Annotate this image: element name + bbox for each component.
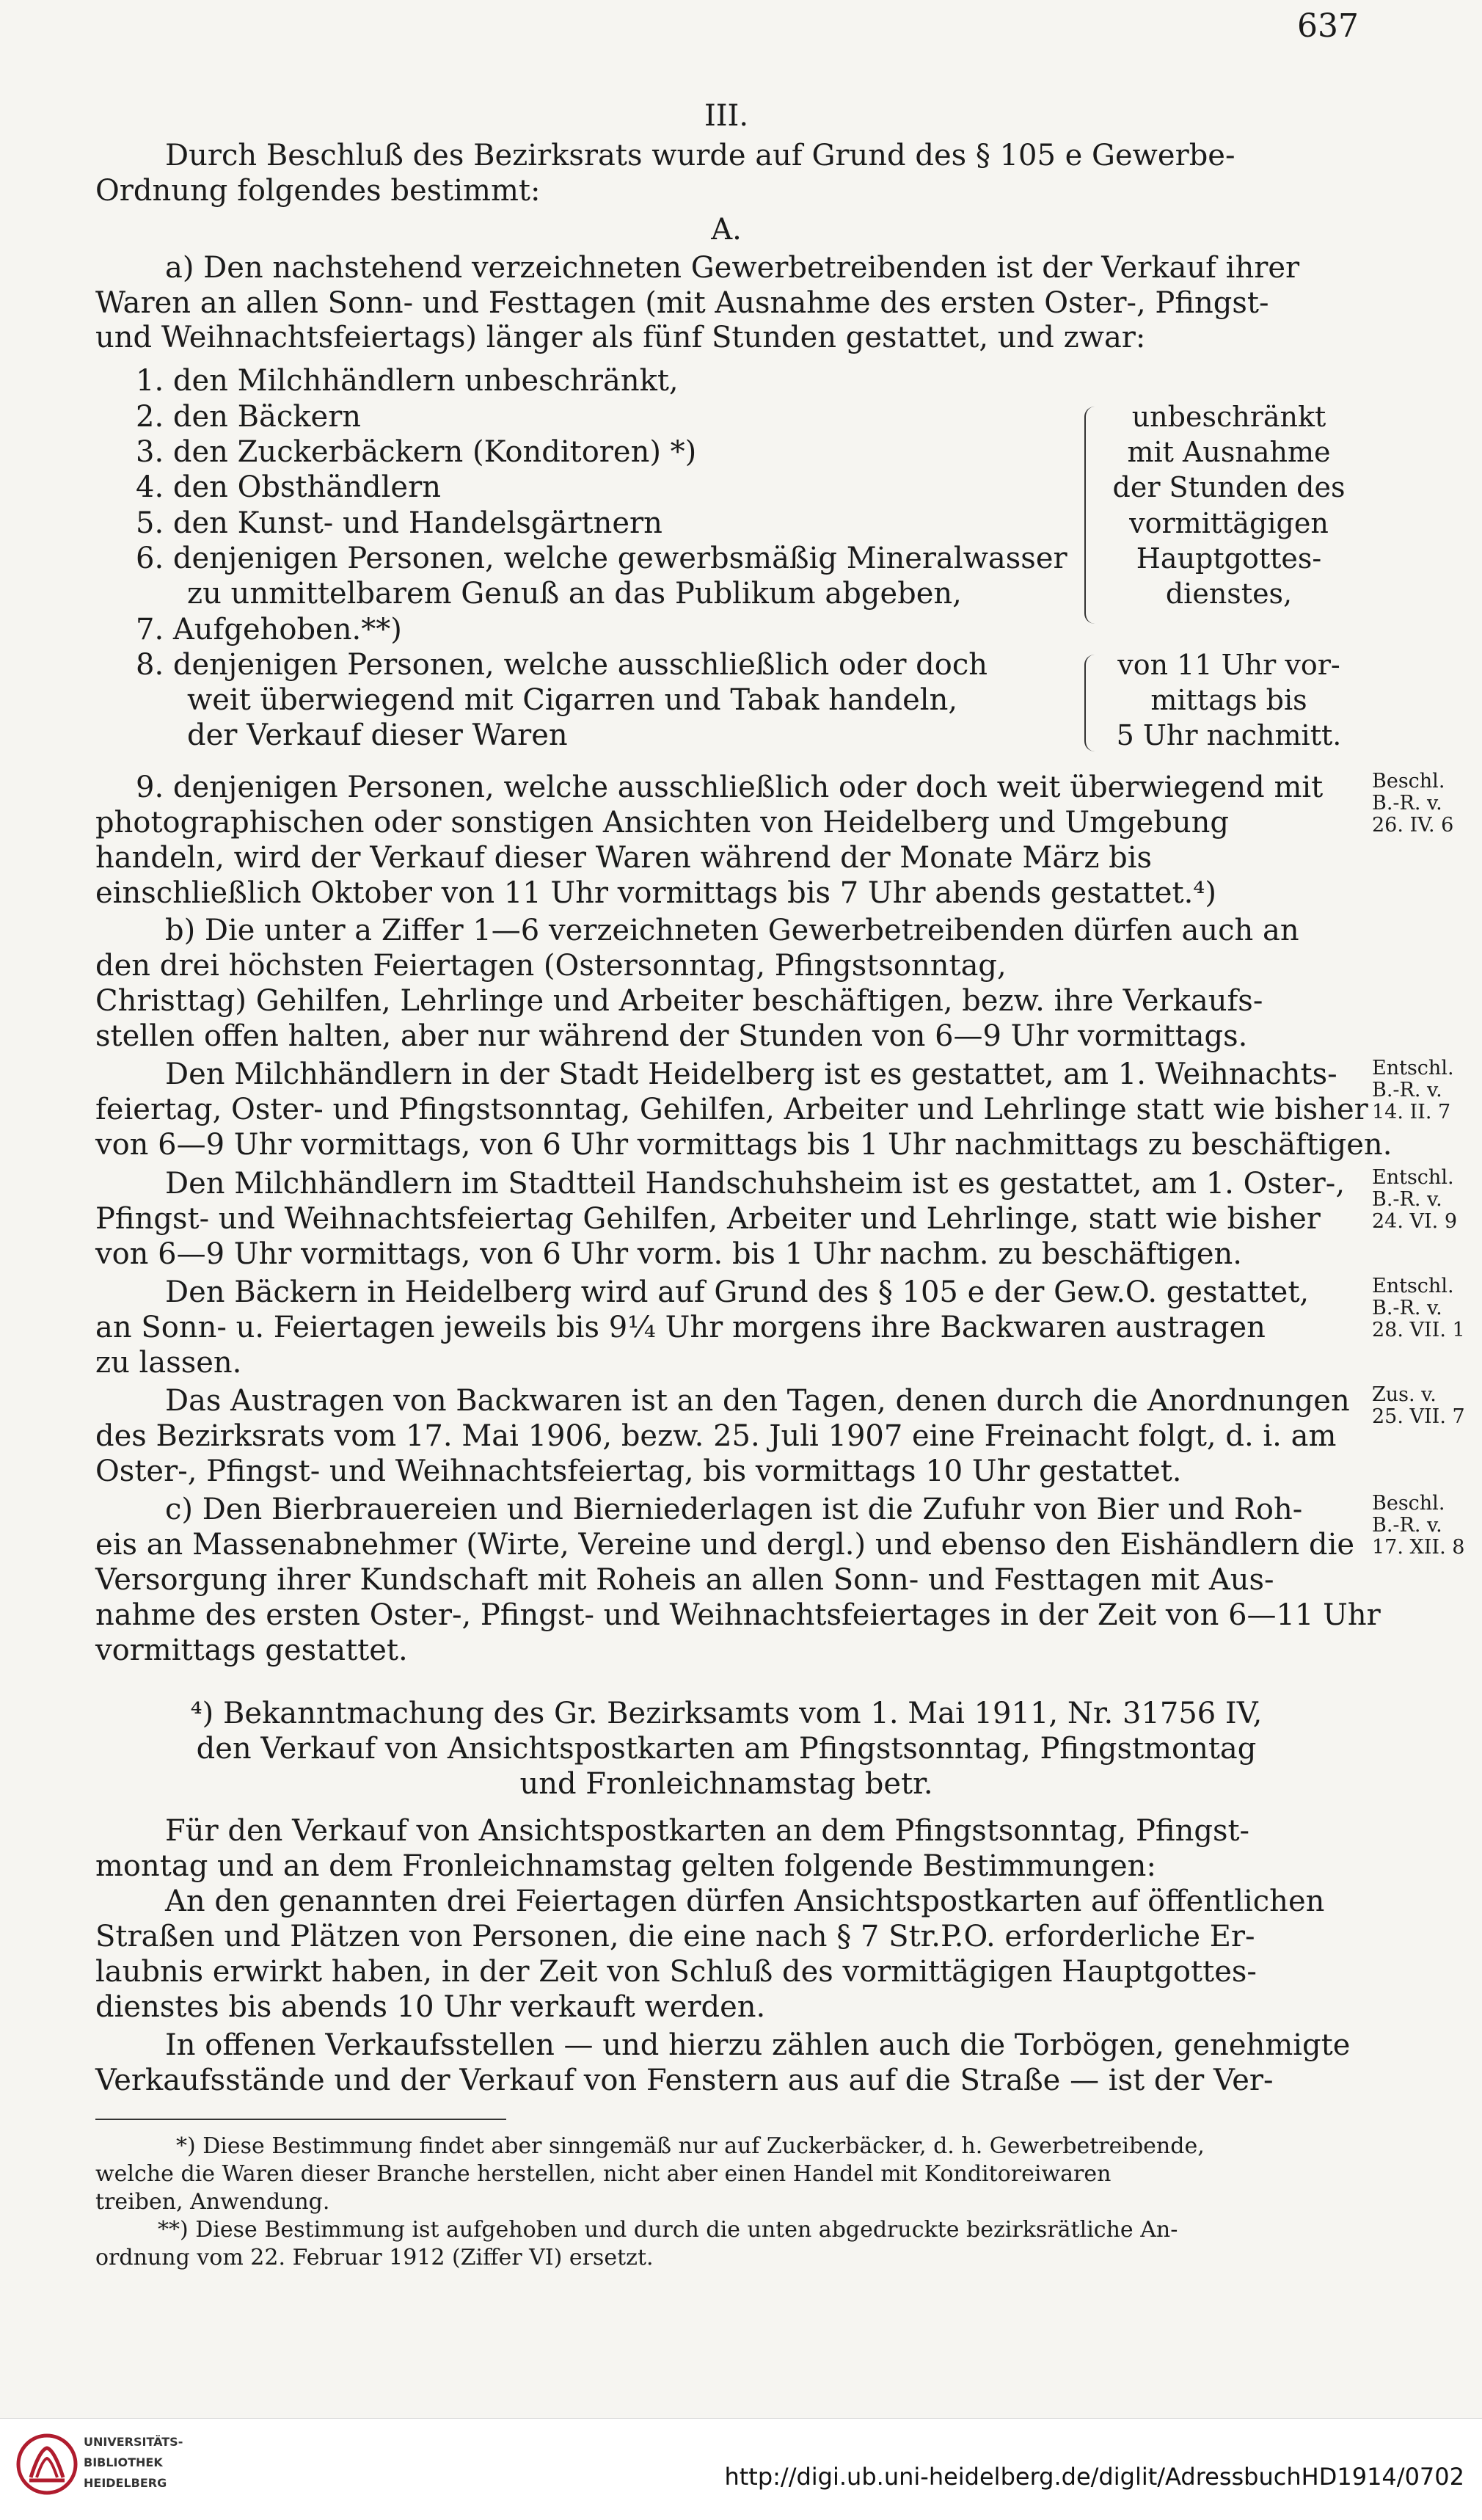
milch-hd-line: feiertag, Oster- und Pfingstsonntag, Gehilfen, Arbeiter und Lehrlinge statt wie bisher	[95, 1093, 1368, 1126]
milch-hs-line: Den Milchhändlern im Stadtteil Handschuhsheim ist es gestattet, am 1. Oster-,	[165, 1167, 1346, 1201]
section-heading: III.	[704, 99, 749, 133]
bekanntmachung-line: dienstes bis abends 10 Uhr verkauft werden.	[95, 1990, 766, 2024]
bekanntmachung-line: Straßen und Plätzen von Personen, die eine nach § 7 Str.P.O. erforderliche Er-	[95, 1920, 1255, 1953]
para-c-line: nahme des ersten Oster-, Pfingst- und Weihnachtsfeiertages in der Zeit von 6—11 Uhr	[95, 1598, 1381, 1632]
footnote-line: ordnung vom 22. Februar 1912 (Ziffer VI) ersetzt.	[95, 2245, 654, 2270]
bekanntmachung-line: In offenen Verkaufsstellen — und hierzu zählen auch die Torbögen, genehmigte	[165, 2028, 1351, 2062]
baecker-line: an Sonn- u. Feiertagen jeweils bis 9¼ Uhr morgens ihre Backwaren austragen	[95, 1311, 1266, 1344]
milch-hs-line: Pfingst- und Weihnachtsfeiertag Gehilfen, Arbeiter und Lehrlinge, statt wie bisher	[95, 1202, 1321, 1236]
margin-note: Entschl. B.-R. v. 24. VI. 9	[1372, 1166, 1458, 1233]
margin-note: Entschl. B.-R. v. 14. II. 7	[1372, 1057, 1454, 1124]
list-item: 6. denjenigen Personen, welche gewerbsmäßig Mineralwasser	[136, 542, 1067, 575]
para-b-line: Christtag) Gehilfen, Lehrlinge und Arbeiter beschäftigen, bezw. ihre Verkaufs-	[95, 984, 1263, 1018]
intro-line: Ordnung folgendes bestimmt:	[95, 174, 541, 208]
para-c-line: eis an Massenabnehmer (Wirte, Vereine und dergl.) und ebenso den Eishändlern die	[95, 1528, 1355, 1562]
milch-hs-line: von 6—9 Uhr vormittags, von 6 Uhr vorm. bis 1 Uhr nachm. zu beschäftigen.	[95, 1237, 1242, 1271]
intro-line: Durch Beschluß des Bezirksrats wurde auf Grund des § 105 e Gewerbe-	[165, 139, 1235, 172]
brace-note: vormittägigen	[1129, 507, 1329, 539]
university-library-logo-icon	[16, 2433, 78, 2495]
item9-line: einschließlich Oktober von 11 Uhr vormittags bis 7 Uhr abends gestattet.⁴)	[95, 876, 1216, 910]
brace-note: Hauptgottes-	[1136, 542, 1322, 575]
list-item: 2. den Bäckern	[136, 400, 362, 434]
margin-note: Zus. v. 25. VII. 7	[1372, 1383, 1465, 1428]
list-item: 4. den Obsthändlern	[136, 470, 441, 504]
bekanntmachung-line: Verkaufsstände und der Verkauf von Fenstern aus auf die Straße — ist der Ver-	[95, 2064, 1274, 2097]
item9-line: photographischen oder sonstigen Ansichten von Heidelberg und Umgebung	[95, 806, 1230, 840]
bekanntmachung-line: laubnis erwirkt haben, in der Zeit von Schluß des vormittägigen Hauptgottes-	[95, 1955, 1257, 1989]
baecker-line: zu lassen.	[95, 1346, 242, 1380]
list-item: 1. den Milchhändlern unbeschränkt,	[136, 364, 679, 398]
brace-note: mit Ausnahme	[1127, 436, 1331, 468]
footnote-line: **) Diese Bestimmung ist aufgehoben und durch die unten abgedruckte bezirksrätliche An-	[158, 2217, 1178, 2243]
subsection-heading: A.	[711, 213, 742, 247]
para-c-line: vormittags gestattet.	[95, 1634, 408, 1667]
bekanntmachung-line: An den genannten drei Feiertagen dürfen Ansichtspostkarten auf öffentlichen	[165, 1884, 1325, 1918]
list-item: weit überwiegend mit Cigarren und Tabak handeln,	[187, 683, 958, 717]
para-b-line: den drei höchsten Feiertagen (Ostersonntag, Pfingstsonntag,	[95, 949, 1007, 983]
bekanntmachung-line: montag und an dem Fronleichnamstag gelten folgende Bestimmungen:	[95, 1849, 1156, 1883]
para-a-line: und Weihnachtsfeiertags) länger als fünf Stunden gestattet, und zwar:	[95, 321, 1146, 354]
page-number: 637	[1297, 7, 1359, 45]
viewer-footer	[0, 2418, 1482, 2520]
para-b-line: stellen offen halten, aber nur während der Stunden von 6—9 Uhr vormittags.	[95, 1019, 1248, 1053]
brace-note: unbeschränkt	[1131, 401, 1326, 433]
para-a-line: Waren an allen Sonn- und Festtagen (mit Ausnahme des ersten Oster-, Pfingst-	[95, 286, 1269, 320]
list-item: 8. denjenigen Personen, welche ausschließlich oder doch	[136, 648, 988, 682]
list-item: 5. den Kunst- und Handelsgärtnern	[136, 506, 662, 540]
item9-line: 9. denjenigen Personen, welche ausschließlich oder doch weit überwiegend mit	[136, 771, 1324, 804]
list-item: zu unmittelbarem Genuß an das Publikum abgeben,	[187, 577, 962, 611]
margin-note: Entschl. B.-R. v. 28. VII. 1	[1372, 1275, 1465, 1341]
milch-hd-line: von 6—9 Uhr vormittags, von 6 Uhr vormittags bis 1 Uhr nachmittags zu beschäftigen.	[95, 1128, 1392, 1162]
brace-note: dienstes,	[1165, 578, 1293, 610]
bekanntmachung-title: den Verkauf von Ansichtspostkarten am Pfingstsonntag, Pfingstmontag	[196, 1732, 1257, 1766]
brace-note: 5 Uhr nachmitt.	[1116, 719, 1342, 751]
margin-note: Beschl. B.-R. v. 26. IV. 6	[1372, 770, 1454, 837]
margin-note: Beschl. B.-R. v. 17. XII. 8	[1372, 1492, 1465, 1559]
brace-note: mittags bis	[1150, 684, 1307, 716]
permalink-url[interactable]: http://digi.ub.uni-heidelberg.de/diglit/AdressbuchHD1914/0702	[724, 2463, 1464, 2491]
bekanntmachung-title: ⁴) Bekanntmachung des Gr. Bezirksamts vom 1. Mai 1911, Nr. 31756 IV,	[190, 1697, 1263, 1730]
austragen-line: Oster-, Pfingst- und Weihnachtsfeiertag, bis vormittags 10 Uhr gestattet.	[95, 1454, 1182, 1488]
milch-hd-line: Den Milchhändlern in der Stadt Heidelberg ist es gestattet, am 1. Weihnachts-	[165, 1057, 1337, 1091]
list-item: 7. Aufgehoben.**)	[136, 613, 402, 647]
para-c-line: Versorgung ihrer Kundschaft mit Roheis an allen Sonn- und Festtagen mit Aus-	[95, 1563, 1274, 1597]
austragen-line: Das Austragen von Backwaren ist an den Tagen, denen durch die Anordnungen	[165, 1384, 1350, 1418]
baecker-line: Den Bäckern in Heidelberg wird auf Grund des § 105 e der Gew.O. gestattet,	[165, 1275, 1310, 1309]
footnote-line: treiben, Anwendung.	[95, 2189, 330, 2215]
brace-note: von 11 Uhr vor-	[1117, 649, 1340, 681]
para-a-line: a) Den nachstehend verzeichneten Gewerbetreibenden ist der Verkauf ihrer	[165, 251, 1300, 285]
bekanntmachung-line: Für den Verkauf von Ansichtspostkarten an dem Pfingstsonntag, Pfingst-	[165, 1814, 1250, 1848]
item9-line: handeln, wird der Verkauf dieser Waren während der Monate März bis	[95, 841, 1153, 875]
para-b-line: b) Die unter a Ziffer 1—6 verzeichneten Gewerbetreibenden dürfen auch an	[165, 914, 1299, 947]
list-item: 3. den Zuckerbäckern (Konditoren) *)	[136, 435, 697, 469]
austragen-line: des Bezirksrats vom 17. Mai 1906, bezw. 25. Juli 1907 eine Freinacht folgt, d. i. am	[95, 1419, 1337, 1453]
footnote-line: *) Diese Bestimmung findet aber sinngemäß nur auf Zuckerbäcker, d. h. Gewerbetreibende,	[176, 2133, 1205, 2159]
brace-note: der Stunden des	[1112, 471, 1346, 503]
footnote-line: welche die Waren dieser Branche herstellen, nicht aber einen Handel mit Konditoreiwaren	[95, 2161, 1112, 2187]
list-item: der Verkauf dieser Waren	[187, 718, 568, 752]
bekanntmachung-title: und Fronleichnamstag betr.	[519, 1767, 933, 1801]
library-name: UNIVERSITÄTS- BIBLIOTHEK HEIDELBERG	[84, 2435, 183, 2490]
footnote-rule	[95, 2119, 506, 2120]
para-c-line: c) Den Bierbrauereien und Bierniederlagen ist die Zufuhr von Bier und Roh-	[165, 1493, 1303, 1526]
